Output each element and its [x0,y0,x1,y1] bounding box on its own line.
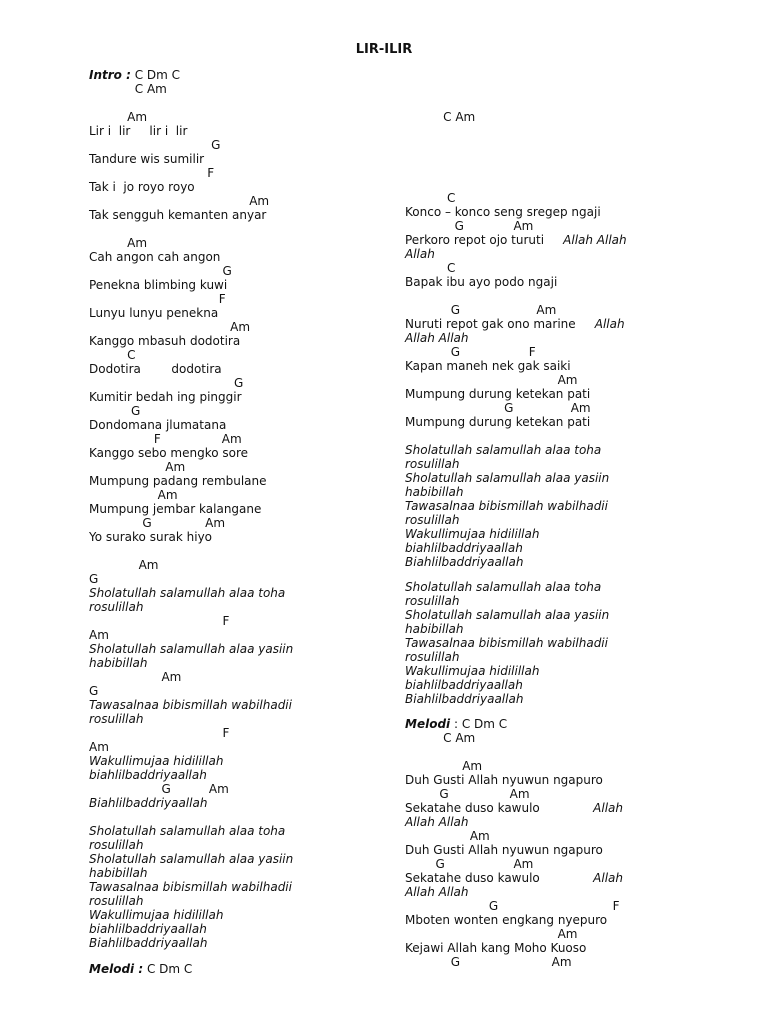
lyric-line [405,773,603,787]
line-text: Am [89,740,109,754]
line-text: G Am [405,401,591,415]
lyric-line [89,782,229,796]
lyric-line [89,530,212,544]
refrain-tail: Allah [575,317,625,331]
line-text: C Am [89,82,167,96]
chord-sequence: C Dm C [130,68,181,82]
line-text: Am [405,373,578,387]
lyric-line [89,838,143,852]
line-text: G F [405,899,620,913]
line-text: Tawasalnaa bibismillah wabilhadii [89,880,292,894]
lyric-line [89,446,248,460]
line-text: Sholatullah salamullah alaa toha [405,580,602,594]
lyric-line [89,628,109,642]
lyric-line [89,82,167,96]
line-text: G Am [405,857,534,871]
line-text: F [89,726,230,740]
lyric-line [405,650,459,664]
lyric-line [405,401,591,415]
line-text: Sholatullah salamullah alaa yasiin [405,471,610,485]
lyric-line [89,754,223,768]
lyric-line [405,275,557,289]
line-text: G Am [405,787,530,801]
lyric-line [405,664,539,678]
line-text: Mumpung padang rembulane [89,474,267,488]
line-text: Lunyu lunyu penekna [89,306,219,320]
lyric-line [405,191,455,205]
lyric-line [405,205,601,219]
line-text: Mumpung durung ketekan pati [405,415,591,429]
line-text: G [89,404,141,418]
line-text: rosulillah [405,594,460,608]
lyric-line [405,636,608,650]
line-text: Nuruti repot gak ono marine [405,317,576,331]
line-text: Perkoro repot ojo turuti [405,233,545,247]
line-text: rosulillah [405,457,460,471]
line-text: Mumpung jembar kalangane [89,502,262,516]
lyric-line [405,527,539,541]
line-text: C Am [405,731,476,745]
line-text: Am [405,829,490,843]
lyric-line [89,698,292,712]
section-label: Melodi : [89,962,144,976]
lyric-line [405,541,523,555]
refrain-tail: Allah [539,871,624,885]
lyric-line [89,684,98,698]
line-text: Allah Allah [405,885,469,899]
lyric-line [89,418,226,432]
line-text: G [89,138,221,152]
line-text: rosulillah [89,600,144,614]
lyric-line [405,594,459,608]
lyric-line [405,261,455,275]
section-label-line [89,68,180,82]
line-text: Wakullimujaa hidilillah [89,754,224,768]
lyric-line [405,485,464,499]
line-text: Allah Allah [405,815,469,829]
lyric-line [89,208,266,222]
line-text: C Am [405,110,476,124]
line-text: Am [89,320,251,334]
lyric-line [89,824,285,838]
lyric-line [89,166,214,180]
lyric-line [405,317,625,331]
line-text: Kumitir bedah ing pinggir [89,390,242,404]
line-text: F [89,166,215,180]
lyric-line [405,787,530,801]
line-text: Sholatullah salamullah alaa toha [89,824,286,838]
lyric-line [89,320,250,334]
line-text: rosulillah [405,650,460,664]
line-text: Kejawi Allah kang Moho Kuoso [405,941,587,955]
section-label: Intro : [89,68,131,82]
line-text: rosulillah [89,894,144,908]
line-text: Dondomana jlumatana [89,418,227,432]
section-label-line [405,717,507,731]
refrain-tail: Allah [539,801,624,815]
line-text: Lir i lir lir i lir [89,124,188,138]
lyric-line [405,415,590,429]
line-text: Am [89,236,148,250]
lyric-line [405,913,607,927]
line-text: Biahlilbaddriyaallah [89,796,208,810]
lyric-line [405,373,577,387]
line-text: G [89,572,99,586]
lyric-line [405,303,556,317]
lyric-line [89,614,229,628]
lyric-line [405,871,623,885]
line-text: Tak i jo royo royo [89,180,195,194]
lyric-line [89,474,267,488]
lyric-line [89,292,226,306]
line-text: biahlilbaddriyaallah [405,541,523,555]
line-text: G Am [405,955,572,969]
line-text: G [89,264,232,278]
line-text: G [89,684,99,698]
line-text: habibillah [405,622,464,636]
lyric-line [89,572,98,586]
lyric-line [89,586,285,600]
line-text: Duh Gusti Allah nyuwun ngapuro [405,843,603,857]
lyric-line [405,759,482,773]
line-text: Kapan maneh nek gak saiki [405,359,571,373]
line-text: Biahlilbaddriyaallah [405,555,524,569]
lyric-line [89,922,207,936]
line-text: biahlilbaddriyaallah [405,678,523,692]
lyric-line [89,152,204,166]
chord-sequence: C Dm C [143,962,193,976]
line-text: habibillah [405,485,464,499]
line-text: Penekna blimbing kuwi [89,278,228,292]
line-text: G F [405,345,536,359]
line-text: Dodotira dodotira [89,362,222,376]
lyric-line [89,558,159,572]
lyric-line [89,796,207,810]
lyric-line [405,815,469,829]
lyric-line [405,247,435,261]
lyric-line [89,642,293,656]
lyric-line [89,600,143,614]
line-text: Sholatullah salamullah alaa toha [405,443,602,457]
line-text: G Am [405,219,534,233]
line-text: Sekatahe duso kawulo [405,801,540,815]
line-text: Biahlilbaddriyaallah [405,692,524,706]
lyric-line [405,622,464,636]
line-text: Bapak ibu ayo podo ngaji [405,275,558,289]
lyric-line [405,359,571,373]
line-text: Sholatullah salamullah alaa yasiin [89,852,294,866]
lyric-line [89,278,227,292]
lyric-line [89,334,240,348]
line-text: Am [89,488,178,502]
lyric-line [89,866,148,880]
lyric-line [89,124,187,138]
lyric-line [405,731,475,745]
lyric-line [89,516,225,530]
lyric-line [89,250,220,264]
lyric-line [89,194,269,208]
lyric-line [405,387,590,401]
line-text: habibillah [89,866,148,880]
line-text: Cah angon cah angon [89,250,221,264]
lyric-line [89,376,243,390]
lyric-line [405,457,459,471]
lyric-line [89,180,195,194]
line-text: G Am [89,516,226,530]
lyric-line [89,362,222,376]
line-text: rosulillah [89,838,144,852]
line-text: Tak sengguh kemanten anyar [89,208,267,222]
line-text: Am [89,460,186,474]
lyric-line [405,219,533,233]
line-text: Am [405,759,483,773]
line-text: F Am [89,432,242,446]
line-text: biahlilbaddriyaallah [89,768,207,782]
line-text: Tawasalnaa bibismillah wabilhadii [405,636,608,650]
lyric-line [89,852,293,866]
line-text: G Am [89,782,229,796]
line-text: Yo surako surak hiyo [89,530,213,544]
lyric-line [405,899,620,913]
lyric-line [89,404,140,418]
lyric-line [405,885,469,899]
lyric-line [405,801,623,815]
line-text: rosulillah [405,513,460,527]
lyric-line [405,110,475,124]
line-text: C [405,191,456,205]
line-text: Sekatahe duso kawulo [405,871,540,885]
line-text: Am [89,194,270,208]
lyric-line [405,692,523,706]
line-text: Am [405,927,578,941]
lyric-line [89,726,229,740]
lyric-line [405,499,608,513]
line-text: F [89,292,226,306]
lyric-line [405,233,627,247]
lyric-line [405,443,601,457]
line-text: Wakullimujaa hidilillah [405,527,540,541]
line-text: Mboten wonten engkang nyepuro [405,913,608,927]
lyric-line [89,712,143,726]
line-text: Am [89,628,109,642]
lyric-line [89,138,220,152]
lyric-line [405,857,533,871]
lyric-line [89,306,218,320]
line-text: Am [89,110,148,124]
lyric-line [405,843,603,857]
line-text: Wakullimujaa hidilillah [89,908,224,922]
lyric-line [89,502,261,516]
lyric-line [405,829,490,843]
line-text: Tawasalnaa bibismillah wabilhadii [89,698,292,712]
line-text: rosulillah [89,712,144,726]
chord-sequence: : C Dm C [450,717,508,731]
lyric-line [89,236,147,250]
lyric-line [405,471,609,485]
lyric-line [89,656,148,670]
line-text: habibillah [89,656,148,670]
line-text: Sholatullah salamullah alaa yasiin [89,642,294,656]
lyric-line [89,908,223,922]
lyric-line [89,110,147,124]
section-label-line [89,962,192,976]
lyric-line [89,936,207,950]
line-text: Sholatullah salamullah alaa toha [89,586,286,600]
line-text: Biahlilbaddriyaallah [89,936,208,950]
line-text: Tawasalnaa bibismillah wabilhadii [405,499,608,513]
lyric-line [405,555,523,569]
lyric-line [405,608,609,622]
lyric-line [405,941,586,955]
line-text: Kanggo sebo mengko sore [89,446,249,460]
lyric-line [89,460,185,474]
lyric-line [89,768,207,782]
line-text: Am [89,558,159,572]
line-text: F [89,614,230,628]
line-text: G Am [405,303,557,317]
lyric-line [89,390,242,404]
song-title: LIR-ILIR [355,42,413,57]
line-text: biahlilbaddriyaallah [89,922,207,936]
lyric-line [405,955,572,969]
line-text: Allah [405,247,435,261]
line-text: Duh Gusti Allah nyuwun ngapuro [405,773,603,787]
lyric-line [89,488,178,502]
lyric-line [89,348,136,362]
line-text: Allah Allah [405,331,469,345]
lyric-line [89,264,232,278]
lyric-line [89,894,143,908]
lyric-line [89,880,292,894]
line-text: Kanggo mbasuh dodotira [89,334,241,348]
refrain-tail: Allah Allah [544,233,627,247]
lyric-line [405,331,469,345]
lyric-line [405,345,536,359]
lyric-line [405,513,459,527]
line-text: Mumpung durung ketekan pati [405,387,591,401]
line-text: Am [89,670,182,684]
section-label: Melodi [405,717,451,731]
line-text: Wakullimujaa hidilillah [405,664,540,678]
lyric-line [405,678,523,692]
line-text: Tandure wis sumilir [89,152,205,166]
lyric-line [89,432,242,446]
line-text: C [89,348,136,362]
line-text: Konco – konco seng sregep ngaji [405,205,601,219]
lyric-line [405,580,601,594]
lyric-line [89,670,181,684]
lyric-line [405,927,577,941]
lyric-line [89,740,109,754]
line-text: G [89,376,244,390]
line-text: C [405,261,456,275]
line-text: Sholatullah salamullah alaa yasiin [405,608,610,622]
